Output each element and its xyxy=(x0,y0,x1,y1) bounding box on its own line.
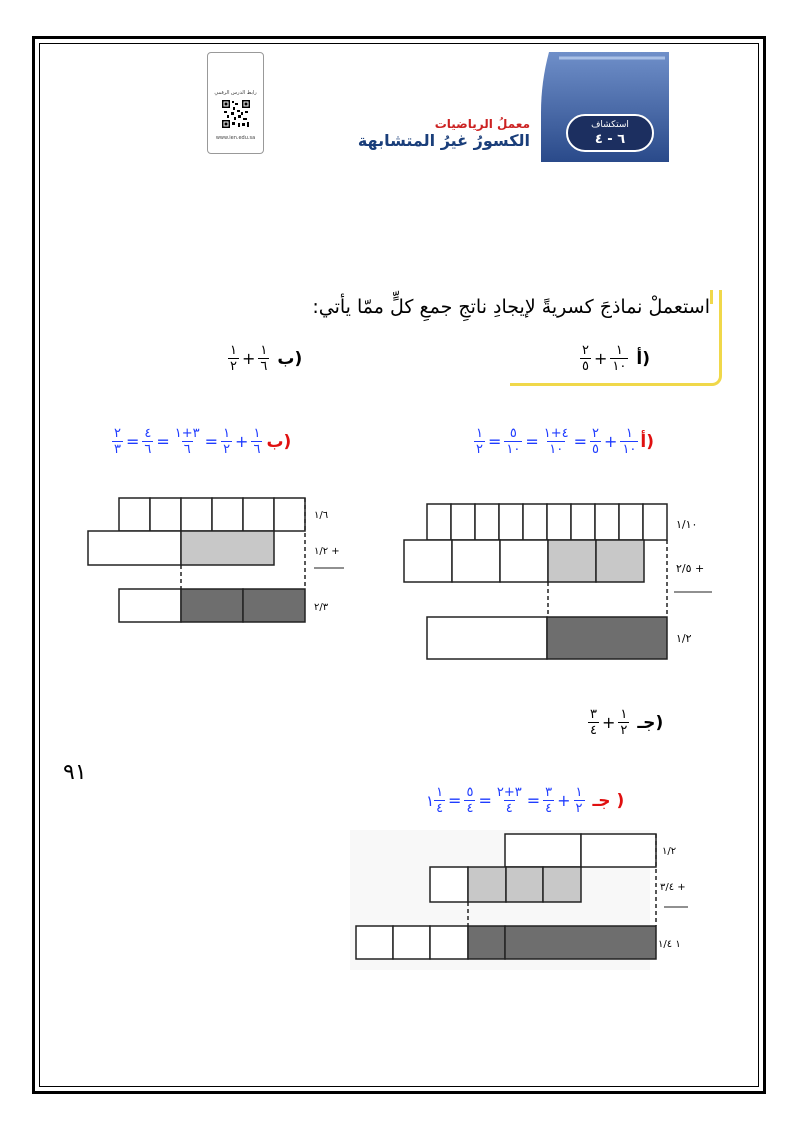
qr-code-icon[interactable] xyxy=(221,99,251,129)
model-b-row2: ١/٢ + xyxy=(314,546,340,557)
solution-b-label: ب) xyxy=(266,431,292,452)
solution-b: $\frac{٢}{٣}$ = $\frac{٤}{٦}$ = $\frac{٣+١}{٦}$ = $\frac{١}{٢}$ + $\frac{١}{٦}$ ب) xyxy=(114,426,292,457)
fraction-model-b xyxy=(84,494,354,624)
model-c-row1: ١/٢ xyxy=(662,846,677,857)
instruction-text: استعملْ نماذجَ كسريةً لإيجادِ ناتجِ جمعِ كلٍّ ممّا يأتي: xyxy=(312,296,710,318)
qr-url: www.ien.edu.sa xyxy=(215,135,256,141)
section-number: ٦ - ٤ xyxy=(594,132,626,147)
exercise-c-label: جـ) xyxy=(637,712,664,733)
lesson-title: الكسورُ غيرُ المتشابهة xyxy=(357,131,530,150)
fraction: $\frac{١}{١٠}$ xyxy=(612,343,627,374)
model-b-row3: ٢/٣ xyxy=(314,602,329,613)
fraction: $\frac{٣}{٤}$ xyxy=(590,707,597,738)
model-b-row1: ١/٦ xyxy=(314,510,329,521)
model-a-row2: ٢/٥ + xyxy=(676,562,705,575)
solution-a: $\frac{١}{٢}$ = $\frac{٥}{١٠}$ = $\frac{٤+١}{١٠}$ = $\frac{٢}{٥}$ + $\frac{١}{١٠}$ أ) xyxy=(476,426,655,457)
model-c-row2: ٣/٤ + xyxy=(660,882,686,893)
fraction-model-a xyxy=(400,500,720,670)
exercise-b: $\frac{١}{٢}$ + $\frac{١}{٦}$ ب) xyxy=(230,343,303,374)
subject-title: معملُ الرياضيات xyxy=(434,117,530,131)
section-label: استكشاف xyxy=(591,120,629,130)
exercise-a: $\frac{٢}{٥}$ + $\frac{١}{١٠}$ أ) xyxy=(582,343,650,374)
fraction: $\frac{٢}{٥}$ xyxy=(582,343,589,374)
exercise-a-label: أ) xyxy=(636,348,650,369)
qr-caption: رابط الدرس الرقمي xyxy=(214,90,257,96)
instruction-highlight-top xyxy=(710,290,713,304)
fraction: $\frac{١}{٢}$ xyxy=(230,343,237,374)
fraction: $\frac{١}{٦}$ xyxy=(260,343,268,374)
fraction: $\frac{١}{٢}$ xyxy=(620,707,628,738)
model-c-row3: ١ ١/٤ xyxy=(658,939,681,950)
model-a-row3: ١/٢ xyxy=(676,632,692,645)
solution-c-label: جـ ) xyxy=(592,790,625,811)
section-badge xyxy=(566,114,654,152)
fraction-model-c xyxy=(350,830,690,970)
exercise-c: $\frac{٣}{٤}$ + $\frac{١}{٢}$ جـ) xyxy=(590,707,664,738)
qr-card[interactable] xyxy=(207,52,264,154)
page-number: ٩١ xyxy=(63,760,87,785)
solution-c: ١ $\frac{١}{٤}$ = $\frac{٥}{٤}$ = $\frac{٣+٢}{٤}$ = $\frac{٣}{٤}$ + $\frac{١}{٢}$ جـ ) xyxy=(426,785,625,816)
solution-a-label: أ) xyxy=(640,431,655,452)
model-a-row1: ١/١٠ xyxy=(676,518,698,531)
exercise-b-label: ب) xyxy=(277,348,303,369)
